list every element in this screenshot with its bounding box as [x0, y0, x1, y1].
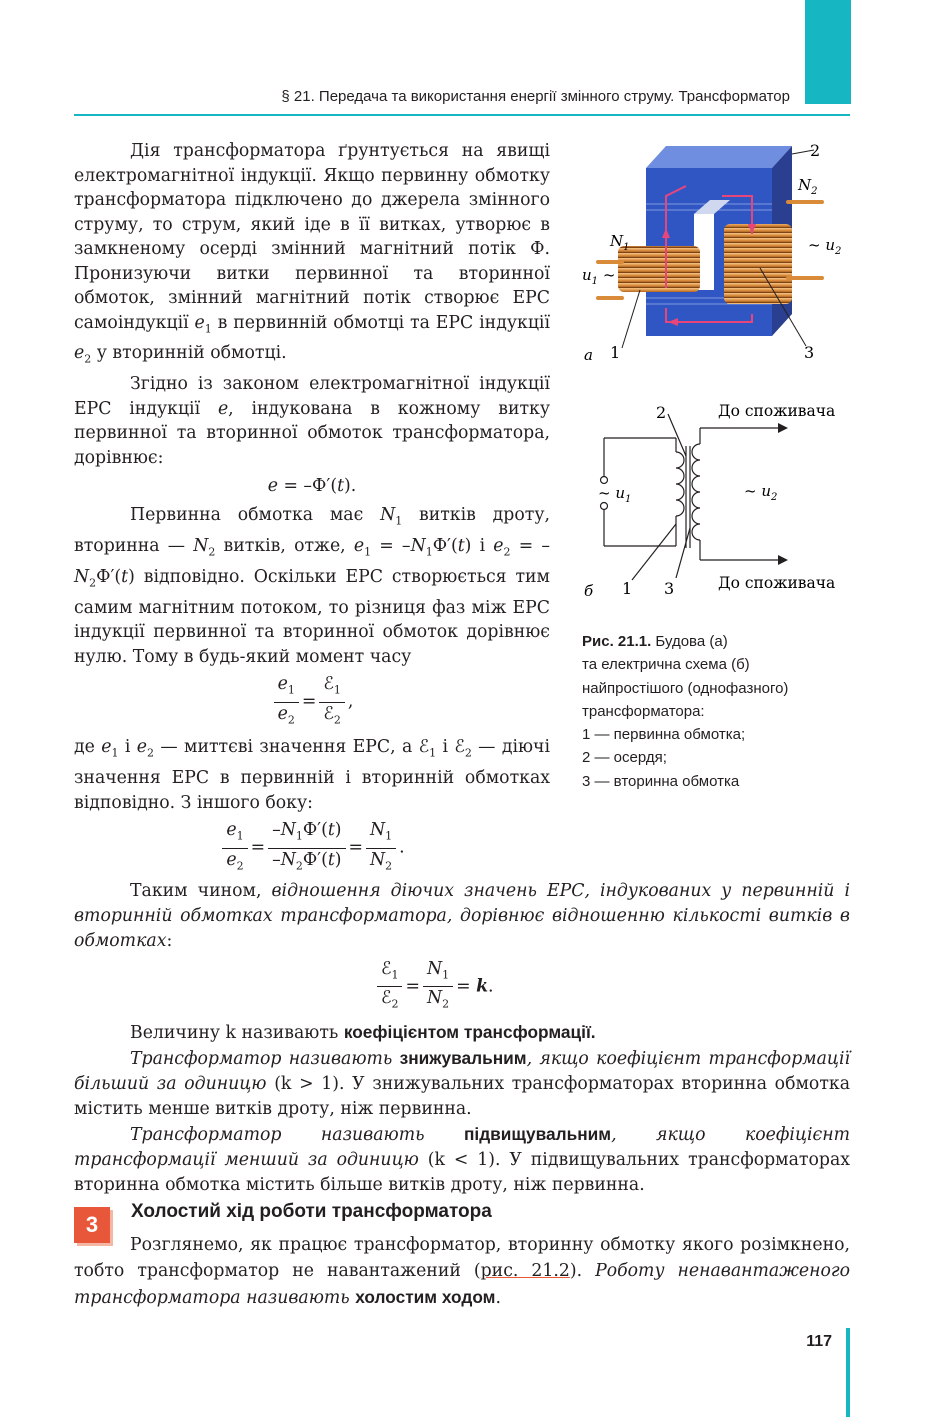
terminal-bottom: [601, 503, 608, 510]
formula-ratio-instant: $\frac{e_1}{e_2}$ = $\frac{ℰ_1}{ℰ_2}$ ,: [74, 673, 550, 731]
formula-emf: e = –Ф′(t).: [267, 476, 357, 497]
transformer-schematic-figure: [582, 398, 852, 608]
label-u1: $u_1$ ~: [582, 266, 616, 287]
core-top-face: [646, 146, 792, 168]
label-u2: ~ $u_2$: [808, 236, 842, 257]
body-text: [74, 879, 850, 1198]
paragraph-8: Трансформатор називають підвищувальним, якщо коефіцієнт трансформації менший за одиницю (k < 1). У підвищувальних трансформаторах вторинна обмотка містить більше витків дроту, ніж первинна.: [74, 1123, 851, 1195]
paragraph-4: де $e_1$ і $e_2$ — миттєві значення ЕРС, а ℰ$_1$ і ℰ$_2$ — діючі значення ЕРС в первинній і вторинній обмотках відповідно. З іншого боку:: [74, 737, 550, 813]
primary-coil: [618, 246, 700, 292]
label-b-u1: ~ $u_1$: [598, 484, 632, 505]
paragraph-7: Трансформатор називають знижувальним, якщо коефіцієнт трансформації більший за одиницю (k > 1). У знижувальних трансформаторах вторинна обмотка містить менше витків дроту, ніж первинна.: [74, 1047, 851, 1119]
running-header: § 21. Передача та використання енергії змінного струму. Трансформатор: [281, 88, 790, 105]
paragraph-3: Первинна обмотка має $N_1$ витків дроту, вторинна — $N_2$ витків, отже, $e_1 = -N_1Ф'(t)$ і $e_2 = -N_2Ф'(t)$ відповідно. Оскільки ЕРС створюється тим самим магнітним потоком, то різниця фаз між ЕРС індукції первинної та вторинної обмоток дорівнює нулю. Тому в будь-який момент часу: [74, 504, 551, 667]
left-column: [74, 139, 550, 881]
paragraph-5: Таким чином, відношення діючих значень ЕРС, індукованих у первинній і вторинній обмотках трансформатора, дорівнює відношенню кількості витків в обмотках:: [74, 881, 850, 951]
figure-link[interactable]: рис. 21.2: [480, 1261, 570, 1281]
label-b-num-1: 1: [622, 579, 633, 598]
label-b-num-3: 3: [664, 579, 675, 598]
label-a: а: [584, 346, 593, 364]
section-body: [74, 1232, 850, 1311]
paragraph-6: Величину k називають коефіцієнтом трансформації.: [130, 1021, 596, 1043]
caption-line-1: Будова (а): [651, 633, 728, 650]
page-rule: [846, 1328, 850, 1417]
label-n1: $N_1$: [610, 232, 630, 253]
section-paragraph: Розглянемо, як працює трансформатор, вторинну обмотку якого розімкнено, тобто трансформатор не навантажений (рис. 21.2). Роботу ненавантаженого трансформатора називають холостим ходом.: [74, 1235, 850, 1308]
header-rule: [74, 114, 850, 116]
secondary-winding-symbol: [692, 444, 700, 540]
chapter-tab: [805, 0, 851, 104]
paragraph-1: Дія трансформатора ґрунтується на явищі електромагнітної індукції. Якщо первинну обмотку трансформатора підключено до джерела змінного струму, то струм, який іде в її витках, утворює в замкненому осерді змінний магнітний потік Ф. Пронизуючи витки первинної та вторинної обмоток, змінний магнітний потік створює ЕРС самоіндукції $e_1$ в первинній обмотці та ЕРС індукції $e_2$ у вторинній обмотці.: [74, 141, 550, 366]
label-num-2: 2: [810, 141, 821, 160]
label-b-num-2: 2: [656, 403, 667, 422]
label-b: б: [584, 582, 594, 600]
caption-line-5: 1 — первинна обмотка;: [582, 726, 746, 744]
page-number: 117: [806, 1333, 832, 1350]
terminal-top: [601, 477, 608, 484]
label-num-1: 1: [610, 343, 621, 362]
section-number-badge: 3: [74, 1207, 110, 1243]
transformer-structure-figure: [582, 138, 852, 370]
paragraph-2: Згідно із законом електромагнітної індукції ЕРС індукції e, індукована в кожному витку первинної та вторинної обмоток трансформатора, дорівнює:: [74, 374, 550, 468]
caption-line-6: 2 — осердя;: [582, 749, 667, 767]
label-n2: $N_2$: [798, 176, 818, 197]
label-b-u2: ~ $u_2$: [744, 482, 778, 503]
label-consumer-top: До споживача: [718, 402, 836, 420]
section-title: Холостий хід роботи трансформатора: [131, 1201, 492, 1222]
caption-line-7: 3 — вторинна обмотка: [582, 772, 740, 790]
label-num-3: 3: [804, 343, 815, 362]
figure-caption: [582, 630, 842, 793]
caption-line-3: найпростішого (однофазного): [582, 679, 789, 697]
secondary-coil: [724, 224, 792, 304]
caption-line-2: та електрична схема (б): [582, 656, 750, 674]
formula-k: $\frac{ℰ_1}{ℰ_2}$ = $\frac{N_1}{N_2}$ = k.: [374, 958, 850, 1016]
caption-line-4: трансформатора:: [582, 702, 705, 720]
caption-title: Рис. 21.1.: [582, 633, 652, 650]
label-consumer-bottom: До споживача: [718, 574, 836, 592]
formula-ratio-turns: $\frac{e_1}{e_2}$ = $\frac{-N_1Ф'(t)}{-N_2Ф'(t)}$ = $\frac{N_1}{N_2}$ .: [74, 819, 550, 877]
primary-winding-symbol: [676, 452, 684, 516]
